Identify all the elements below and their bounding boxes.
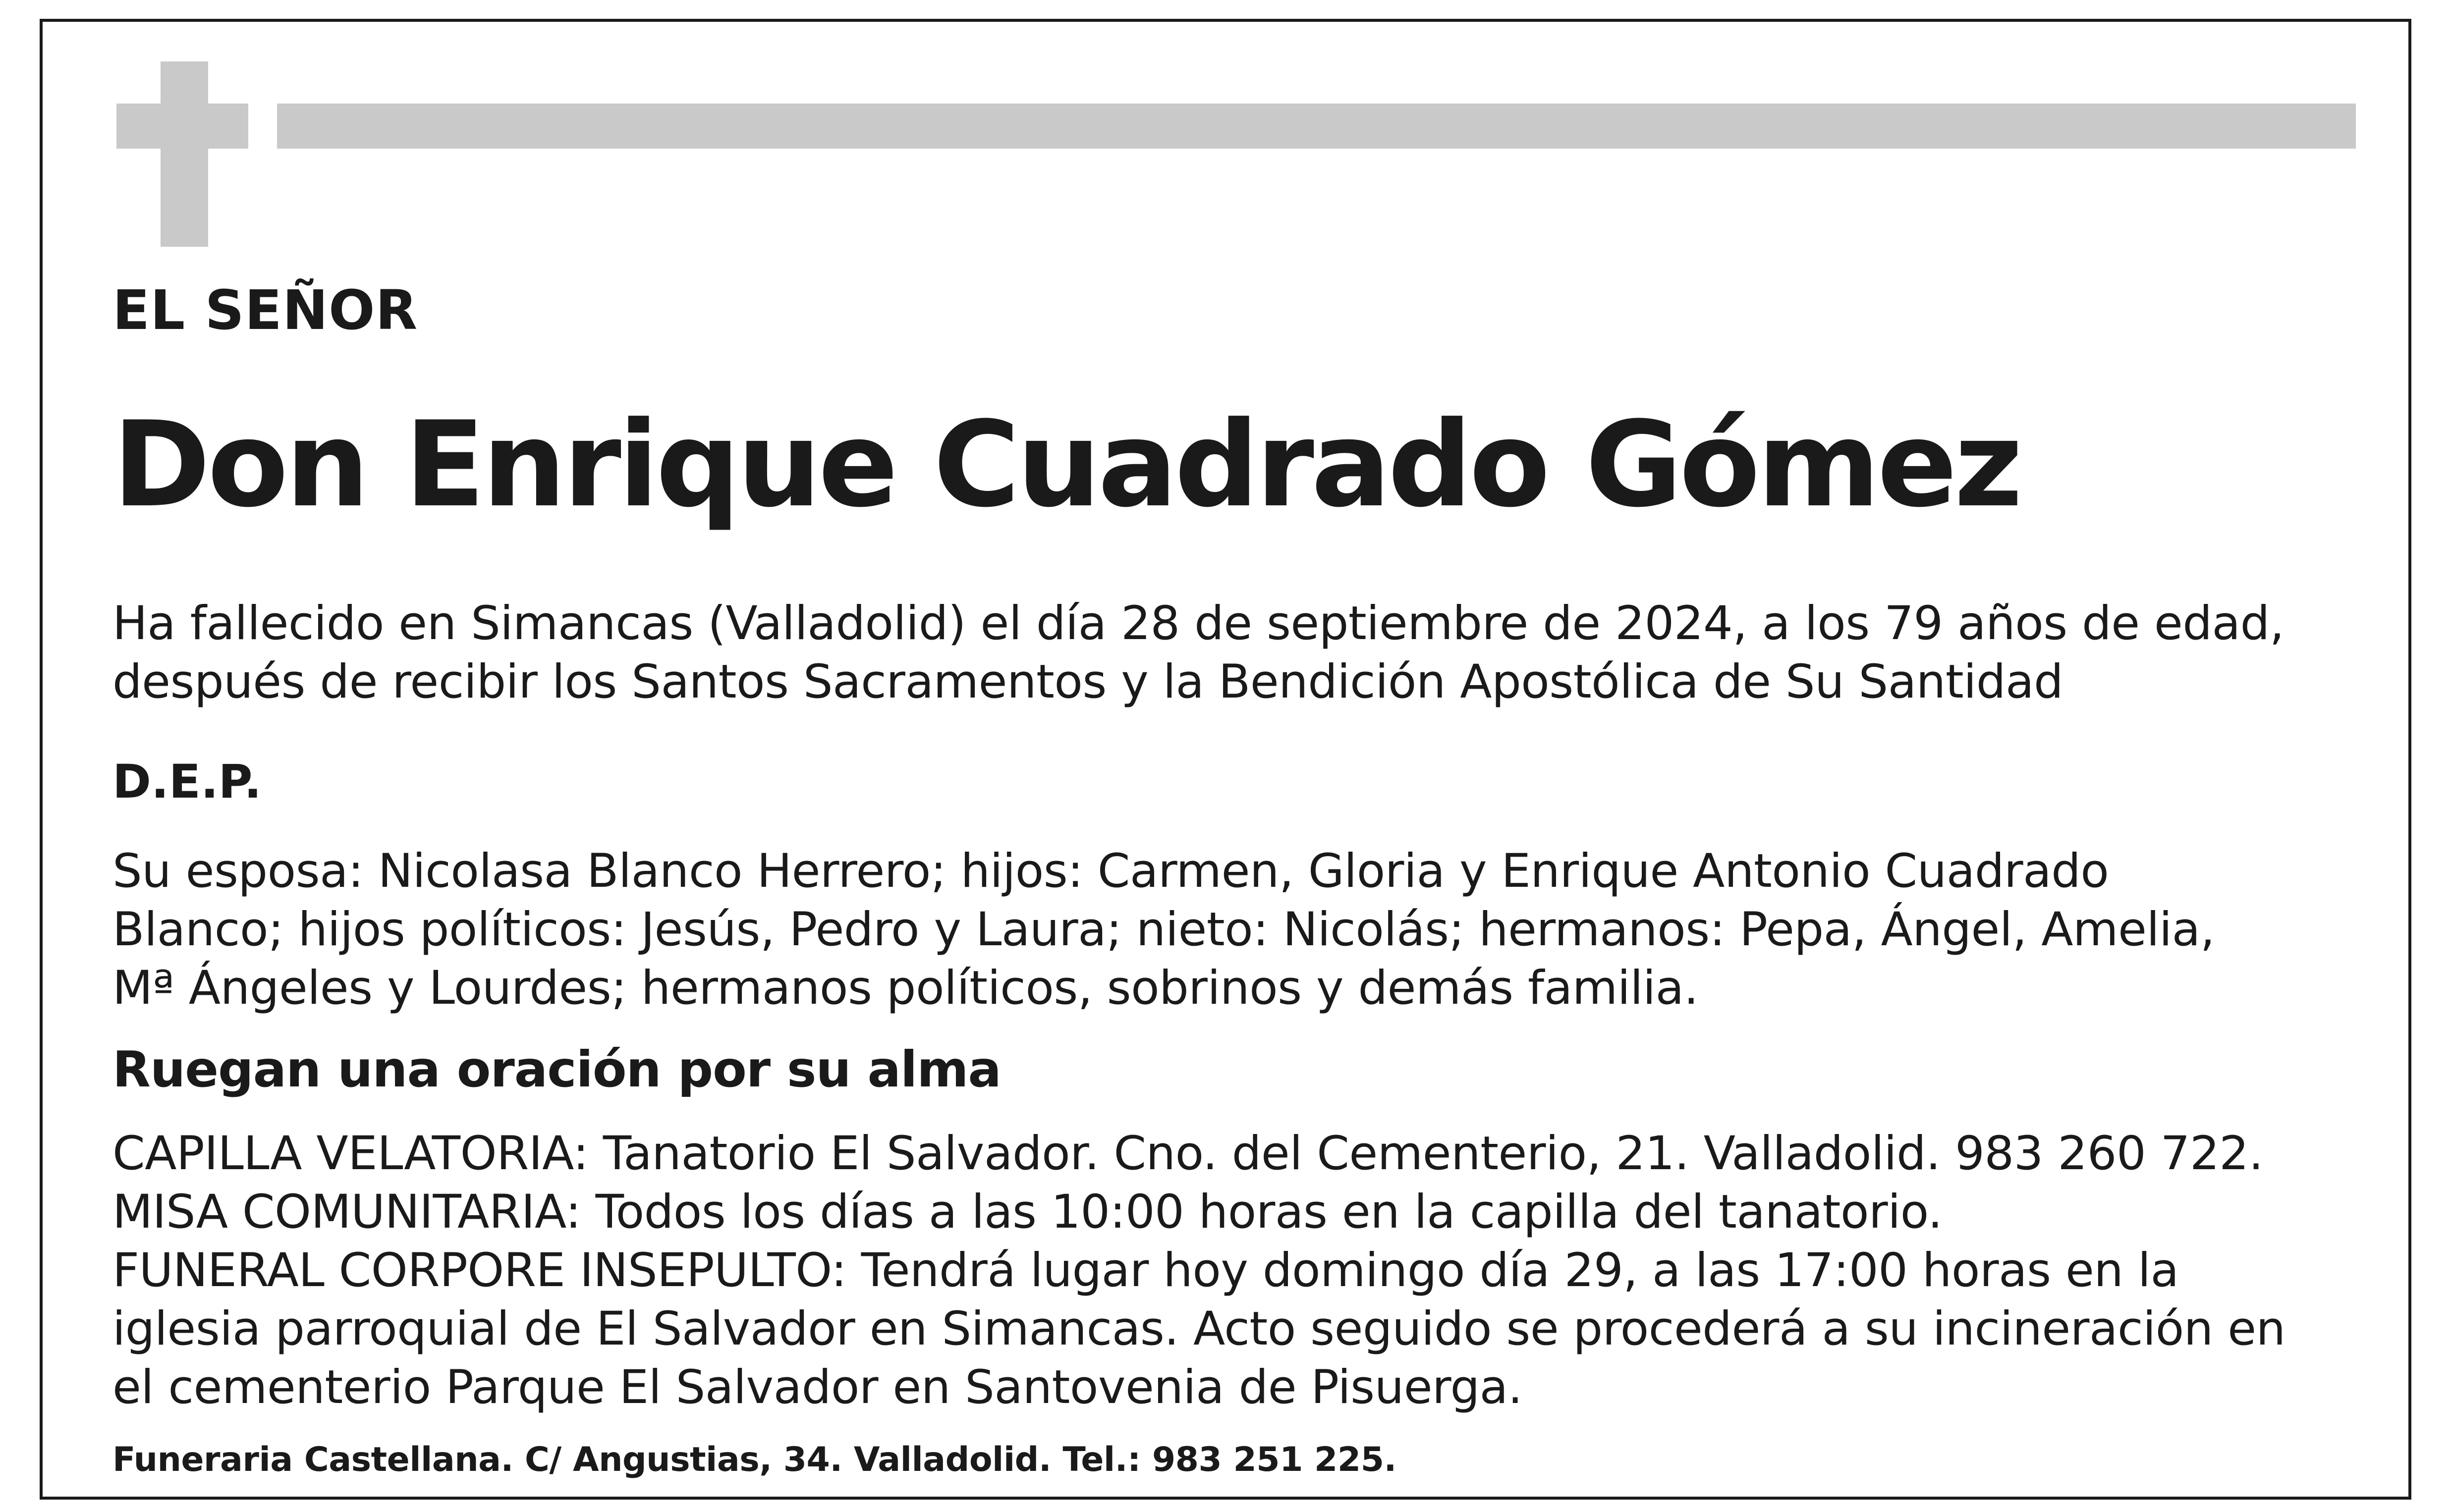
services-line: CAPILLA VELATORIA: Tanatorio El Salvador. Cno. del Cementerio, 21. Valladolid. 983 260 722. bbox=[112, 1127, 2263, 1181]
family-line: Su esposa: Nicolasa Blanco Herrero; hijos: Carmen, Gloria y Enrique Antonio Cuadrado bbox=[112, 844, 2109, 898]
prayer-request: Ruegan una oración por su alma bbox=[112, 1040, 1001, 1098]
announcement-line: Ha fallecido en Simancas (Valladolid) el día 28 de septiembre de 2024, a los 79 años de edad, bbox=[112, 596, 2285, 650]
rip-label: D.E.P. bbox=[112, 755, 262, 809]
services-line: FUNERAL CORPORE INSEPULTO: Tendrá lugar hoy domingo día 29, a las 17:00 horas en la bbox=[112, 1243, 2179, 1297]
announcement-line: después de recibir los Santos Sacramentos y la Bendición Apostólica de Su Santidad bbox=[112, 655, 2063, 709]
deceased-name: Don Enrique Cuadrado Gómez bbox=[112, 396, 2020, 534]
cross-icon-horizontal bbox=[116, 104, 248, 149]
services-line: MISA COMUNITARIA: Todos los días a las 10:00 horas en la capilla del tanatorio. bbox=[112, 1185, 1943, 1239]
services-line: el cementerio Parque El Salvador en Santovenia de Pisuerga. bbox=[112, 1360, 1523, 1414]
announcement-paragraph bbox=[112, 594, 2284, 711]
family-line: Mª Ángeles y Lourdes; hermanos políticos, sobrinos y demás familia. bbox=[112, 961, 1699, 1015]
family-paragraph bbox=[112, 842, 2215, 1018]
header-rule bbox=[277, 104, 2356, 149]
services-line: iglesia parroquial de El Salvador en Simancas. Acto seguido se procederá a su incineración en bbox=[112, 1302, 2285, 1356]
cross-icon-vertical bbox=[161, 61, 208, 247]
services-paragraph bbox=[112, 1125, 2285, 1417]
family-line: Blanco; hijos políticos: Jesús, Pedro y Laura; nieto: Nicolás; hermanos: Pepa, Ángel, Amelia, bbox=[112, 903, 2215, 957]
title-prefix: EL SEÑOR bbox=[112, 278, 418, 342]
funeral-home-footer: Funeraria Castellana. C/ Angustias, 34. Valladolid. Tel.: 983 251 225. bbox=[112, 1440, 1396, 1479]
